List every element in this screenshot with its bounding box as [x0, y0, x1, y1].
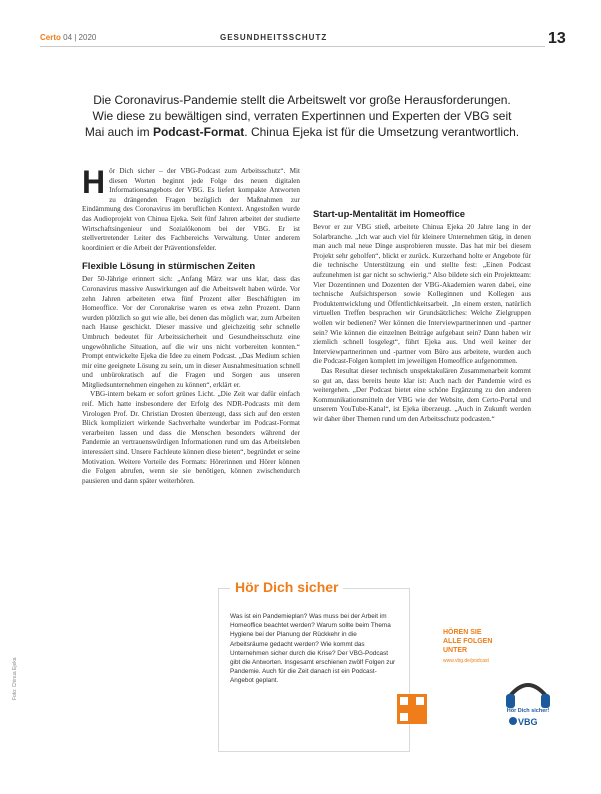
- drop-cap: H: [82, 164, 106, 200]
- article-column-2: [313, 167, 531, 424]
- photo-credit: Foto: Chinua Ejeka: [12, 657, 18, 700]
- listen-cta: [443, 628, 492, 655]
- article-paragraph-1: Der 50-Jährige erinnert sich: „Anfang März war uns klar, dass das Coronavirus massive Auswirkungen auf die Arbeitswelt haben würde. Vor zehn Jahren arbeiteten etwa fünf Prozent aller Beschäftigten im Homeoffice. Vor der Coronakrise waren es etwa zehn Prozent. Dann wurden plötzlich so gut wie alle, bei denen das möglich war, zum Arbeiten nach Hause geschickt. Dieser massive und gleichzeitig sehr schnelle Umbruch bedeutet für Arbeitssicherheit und Gesundheitsschutz eine ungewöhnliche Situation, auf die wir uns nicht vorbereiten konnten.“ Prompt entwickelte Ejeka die Idee zu einem Podcast. „Das Medium schien mir eine geeignete Lösung zu sein, um in dieser Ausnahmesituation schnell und unbürokratisch auf die Fragen und Sorgen aus unseren Mitgliedsunternehmen eingehen zu können“, erklärt er.: [82, 275, 300, 389]
- header-divider: [40, 46, 545, 47]
- article-column-1: [82, 164, 300, 486]
- issue-line: [40, 33, 96, 42]
- subheading-startup: Start-up-Mentalität im Homeoffice: [313, 209, 466, 220]
- lead-text-2: . Chinua Ejeka ist für die Umsetzung verantwortlich.: [244, 125, 520, 139]
- qr-code[interactable]: [397, 694, 427, 724]
- issue-number: 04 | 2020: [63, 33, 97, 42]
- info-box-title: Hör Dich sicher: [230, 579, 343, 595]
- article-paragraph-4: Das Resultat dieser technisch unspektakulären Zusammenarbeit kommt so gut an, dass bereits heute klar ist: Auch nach der Pandemie wird es weitergehen. „Der Podcast bietet eine schöne Ergänzung zu den anderen Kommunikationsmitteln der VBG wie der Website, dem Certo-Portal und unserem YouTube-Kanal“, ist Ejeka überzeugt. „Auch in Zukunft werden wir daher über Themen rund um den Arbeitsschutz podcasten.“: [313, 366, 531, 423]
- subheading-flexible: Flexible Lösung in stürmischen Zeiten: [82, 261, 256, 273]
- section-title: GESUNDHEITSSCHUTZ: [220, 33, 328, 42]
- cta-line-3: UNTER: [443, 647, 468, 654]
- publication-name: Certo: [40, 33, 61, 42]
- article-paragraph-2: VBG-intern bekam er sofort grünes Licht. „Die Zeit war dafür einfach reif. Mich hatte insbesondere der Erfolg des NDR-Podcasts mit dem Virologen Prof. Dr. Christian Drosten überzeugt, dass sich auf den ersten Blick kompliziert wirkende Sachverhalte wunderbar im Podcast-Format verarbeiten lassen und dass die Menschen besonders während der Pandemie an vertrauenswürdigen Informationen rund um das Arbeitsleben interessiert sind. Unsere Fachleute können diese bieten“, begründet er seine Motivation. Weitere Vorteile des Formats: Hörerinnen und Hörer können die Folgen abrufen, wenn sie sie benötigen, können zwischendurch pausieren und dann später weiterhören.: [82, 390, 300, 485]
- article-paragraph-3: Bevor er zur VBG stieß, arbeitete Chinua Ejeka 20 Jahre lang in der Solarbranche. „Ich war auch viel für kleinere Unternehmen tätig, in denen man auch mal neue Dinge ausprobieren musste. Das hat mir bei diesem Projekt sehr geholfen“, blickt er zurück. Kurzerhand holte er Angebote für die technische Unterstützung ein und stellte fest: „Einen Podcast aufzunehmen ist gar nicht so schwierig.“ Also bildete sich ein Projektteam: Vier Dozentinnen und Dozenten der VBG-Akademien waren dabei, eine technische Aufsichtsperson sowie Kolleginnen und Kollegen aus Produktentwicklung und Öffentlichkeitsarbeit. „In einem ersten, natürlich virtuellen Treffen besprachen wir Grundsätzliches: Welche Zielgruppen wollen wir bedienen? Wer können die Interviewpartnerinnen und -partner sein? Wie können die einzelnen Beiträge aufgebaut sein? Dann haben wir ziemlich schnell losgelegt“, führt Ejeka aus. Und weil keiner der Interviewpartnerinnen und -partner vom Büro aus arbeitete, wurden auch die Podcast-Folgen komplett im jeweiligen Homeoffice aufgenommen.: [313, 223, 531, 366]
- lead-paragraph: [82, 92, 522, 140]
- podcast-url[interactable]: www.vbg.de/podcast: [443, 658, 489, 664]
- vbg-brand: VBG: [518, 717, 538, 727]
- article-intro: ör Dich sicher – der VBG-Podcast zum Arbeitsschutz“. Mit diesen Worten beginnt jede Folge des neuen digitalen Informationsangebots der VBG. Es liefert kompakte Antworten zu drängenden Fragen bezüglich der Maßnahmen zur Eindämmung des Coronavirus im beruflichen Kontext. Angestoßen wurde das Audioprojekt von Chinua Ejeka. Seit fünf Jahren arbeitet der studierte Wirtschaftsingenieur und Sozialökonom bei der VBG. Er ist stellvertretender Leiter des Fachbereichs Verwaltung. Unter anderem koordiniert er die Arbeit der Präventionsfelder.: [82, 167, 300, 252]
- logo-tagline: Hör Dich sicher!: [506, 708, 550, 714]
- cta-line-1: HÖREN SIE: [443, 629, 482, 636]
- page-number: 13: [548, 30, 566, 47]
- info-box-text: Was ist ein Pandemieplan? Was muss bei der Arbeit im Homeoffice beachtet werden? Warum sollte beim Thema Hygiene bei der Planung der Rückkehr in die Arbeitsräume gedacht werden? Wie kommt das Unternehmen sicher durch die Krise? Der VBG-Podcast gibt die Antworten. Insgesamt erschienen zwölf Folgen zur Pandemie. Auch für die Zeit danach ist ein Podcast-Angebot geplant.: [230, 613, 396, 685]
- cta-line-2: ALLE FOLGEN: [443, 638, 493, 645]
- lead-bold: Podcast-Format: [152, 125, 245, 139]
- lead-text-1: Die Coronavirus-Pandemie stellt die Arbeitswelt vor große Herausforderungen. Wie diese zu bewältigen sind, verraten Expertinnen und Experten der VBG seit Mai auch im: [84, 93, 512, 139]
